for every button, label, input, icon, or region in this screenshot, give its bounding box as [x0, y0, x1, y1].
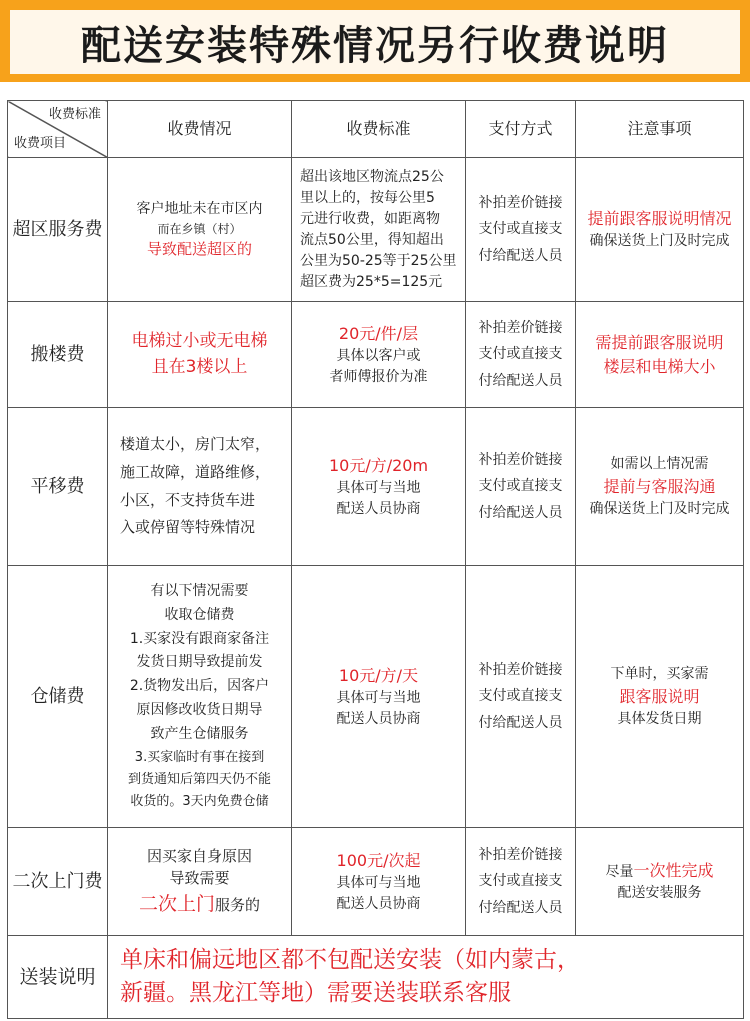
page-title: 配送安装特殊情况另行收费说明: [81, 22, 669, 69]
standard-line: 20元/件/层: [338, 323, 419, 343]
title-banner: [0, 0, 750, 82]
payment-line: 补拍差价链接: [478, 319, 563, 336]
standard-line: 公里为50-25等于25公里: [300, 252, 457, 269]
situation-line: 且在3楼以上: [151, 356, 248, 377]
row-notes: [576, 566, 744, 828]
situation-line: 导致配送超区的: [146, 239, 252, 258]
row-situation: [108, 302, 292, 408]
situation-line: 收取仓储费: [164, 606, 235, 623]
payment-line: 付给配送人员: [478, 714, 563, 731]
notes-line: 需提前跟客服说明: [595, 332, 724, 352]
notes-line: 配送安装服务: [617, 885, 702, 901]
situation-line: 服务的: [215, 895, 261, 914]
row-item: 平移费: [8, 408, 108, 566]
row-item: 搬楼费: [8, 302, 108, 408]
standard-line: 10元/方/天: [338, 665, 419, 685]
situation-line: 3.买家临时有事在接到: [134, 749, 265, 765]
title-panel: [10, 10, 740, 74]
corner-bottom-label: 收费项目: [14, 135, 67, 151]
standard-line: 配送人员协商: [336, 895, 421, 912]
payment-line: 付给配送人员: [478, 504, 563, 521]
situation-highlight: 二次上门: [138, 892, 215, 915]
row-payment: [466, 566, 576, 828]
payment-line: 支付或直接支: [478, 688, 563, 705]
row-situation: [108, 828, 292, 936]
notes-line: 确保送货上门及时完成: [589, 233, 730, 249]
situation-line: 1.买家没有跟商家备注: [129, 630, 270, 647]
header-situation: 收费情况: [108, 101, 292, 158]
row-item: 超区服务费: [8, 158, 108, 302]
row-payment: [466, 408, 576, 566]
situation-line: 导致需要: [169, 869, 230, 888]
row-payment: [466, 302, 576, 408]
standard-line: 配送人员协商: [336, 500, 421, 517]
standard-line: 流点50公里，得知超出: [300, 231, 444, 248]
standard-line: 具体以客户或: [336, 347, 421, 364]
payment-line: 付给配送人员: [478, 372, 563, 389]
row-standard: [292, 566, 466, 828]
situation-line: 楼道太小，房门太窄，: [120, 435, 271, 453]
header-notes: 注意事项: [576, 101, 744, 158]
standard-line: 具体可与当地: [336, 689, 421, 706]
table-row: [8, 566, 744, 828]
payment-line: 支付或直接支: [478, 478, 563, 495]
row-standard: [292, 158, 466, 302]
row-situation: [108, 158, 292, 302]
standard-line: 元进行收费，如距离物: [300, 210, 440, 227]
row-standard: [292, 302, 466, 408]
notes-line: 提前与客服沟通: [603, 476, 716, 496]
standard-line: 里以上的，按每公里5: [300, 189, 435, 206]
footer-note: [108, 936, 744, 1019]
payment-line: 支付或直接支: [478, 346, 563, 363]
fee-table-wrapper: [7, 100, 743, 1019]
standard-line: 具体可与当地: [336, 479, 421, 496]
payment-line: 补拍差价链接: [478, 194, 563, 211]
notes-highlight: 一次性完成: [633, 861, 714, 880]
standard-line: 超出该地区物流点25公: [300, 168, 444, 185]
header-payment: 支付方式: [466, 101, 576, 158]
header-row: [8, 101, 744, 158]
table-row: [8, 828, 744, 936]
fee-table: [7, 100, 744, 1019]
situation-line: 入或停留等特殊情况: [120, 518, 256, 537]
notes-line: 具体发货日期: [617, 710, 702, 727]
payment-line: 补拍差价链接: [478, 451, 563, 468]
corner-top-label: 收费标准: [48, 107, 101, 122]
notes-line: 下单时，买家需: [610, 665, 709, 682]
row-payment: [466, 828, 576, 936]
standard-line: 者师傅报价为准: [329, 368, 428, 385]
standard-line: 100元/次起: [336, 850, 421, 870]
footer-label: 送装说明: [8, 936, 108, 1019]
notes-line: 跟客服说明: [619, 686, 700, 706]
payment-line: 补拍差价链接: [478, 661, 563, 678]
situation-line: 因买家自身原因: [146, 846, 252, 865]
row-situation: [108, 408, 292, 566]
standard-line: 超区费为25*5=125元: [300, 273, 443, 290]
corner-cell: [8, 101, 108, 158]
notes-line: 如需以上情况需: [610, 455, 709, 472]
row-item: 仓储费: [8, 566, 108, 828]
row-standard: [292, 828, 466, 936]
situation-line: 施工故障，道路维修，: [120, 462, 271, 481]
situation-line: 原因修改收货日期导: [136, 702, 263, 719]
situation-line: 致产生仓储服务: [150, 725, 249, 742]
payment-line: 付给配送人员: [478, 899, 563, 916]
table-row: [8, 158, 744, 302]
row-situation: [108, 566, 292, 828]
payment-line: 付给配送人员: [478, 247, 563, 264]
notes-line: 确保送货上门及时完成: [589, 500, 730, 517]
notes-line: 楼层和电梯大小: [603, 356, 716, 376]
situation-line: 到货通知后第四天仍不能: [127, 771, 271, 787]
situation-line: 收货的。3天内免费仓储: [130, 793, 269, 809]
row-notes: [576, 302, 744, 408]
situation-line: 客户地址未在市区内: [136, 200, 263, 217]
situation-line: 发货日期导致提前发: [136, 654, 263, 671]
row-notes: [576, 408, 744, 566]
situation-line: 小区，不支持货车进: [120, 490, 256, 509]
payment-line: 支付或直接支: [478, 873, 563, 890]
footer-text-line: 单床和偏远地区都不包配送安装（如内蒙古，: [120, 946, 580, 973]
footer-text-line: 新疆。黑龙江等地）需要送装联系客服: [120, 980, 511, 1006]
notes-line: 提前跟客服说明情况: [587, 209, 732, 228]
standard-line: 具体可与当地: [336, 874, 421, 891]
row-payment: [466, 158, 576, 302]
situation-line: 2.货物发出后，因客户: [129, 678, 270, 695]
header-standard: 收费标准: [292, 101, 466, 158]
table-row: [8, 302, 744, 408]
payment-line: 补拍差价链接: [478, 846, 563, 863]
row-standard: [292, 408, 466, 566]
row-item: 二次上门费: [8, 828, 108, 936]
footer-row: [8, 936, 744, 1019]
standard-line: 10元/方/20m: [328, 455, 429, 475]
table-row: [8, 408, 744, 566]
payment-line: 支付或直接支: [478, 221, 563, 238]
standard-line: 配送人员协商: [336, 710, 421, 727]
situation-line: 电梯过小或无电梯: [131, 331, 268, 351]
row-notes: [576, 158, 744, 302]
row-notes: [576, 828, 744, 936]
situation-line: 有以下情况需要: [150, 583, 249, 600]
notes-line: 尽量: [605, 864, 634, 880]
situation-line: 而在乡镇（村）: [157, 221, 242, 236]
